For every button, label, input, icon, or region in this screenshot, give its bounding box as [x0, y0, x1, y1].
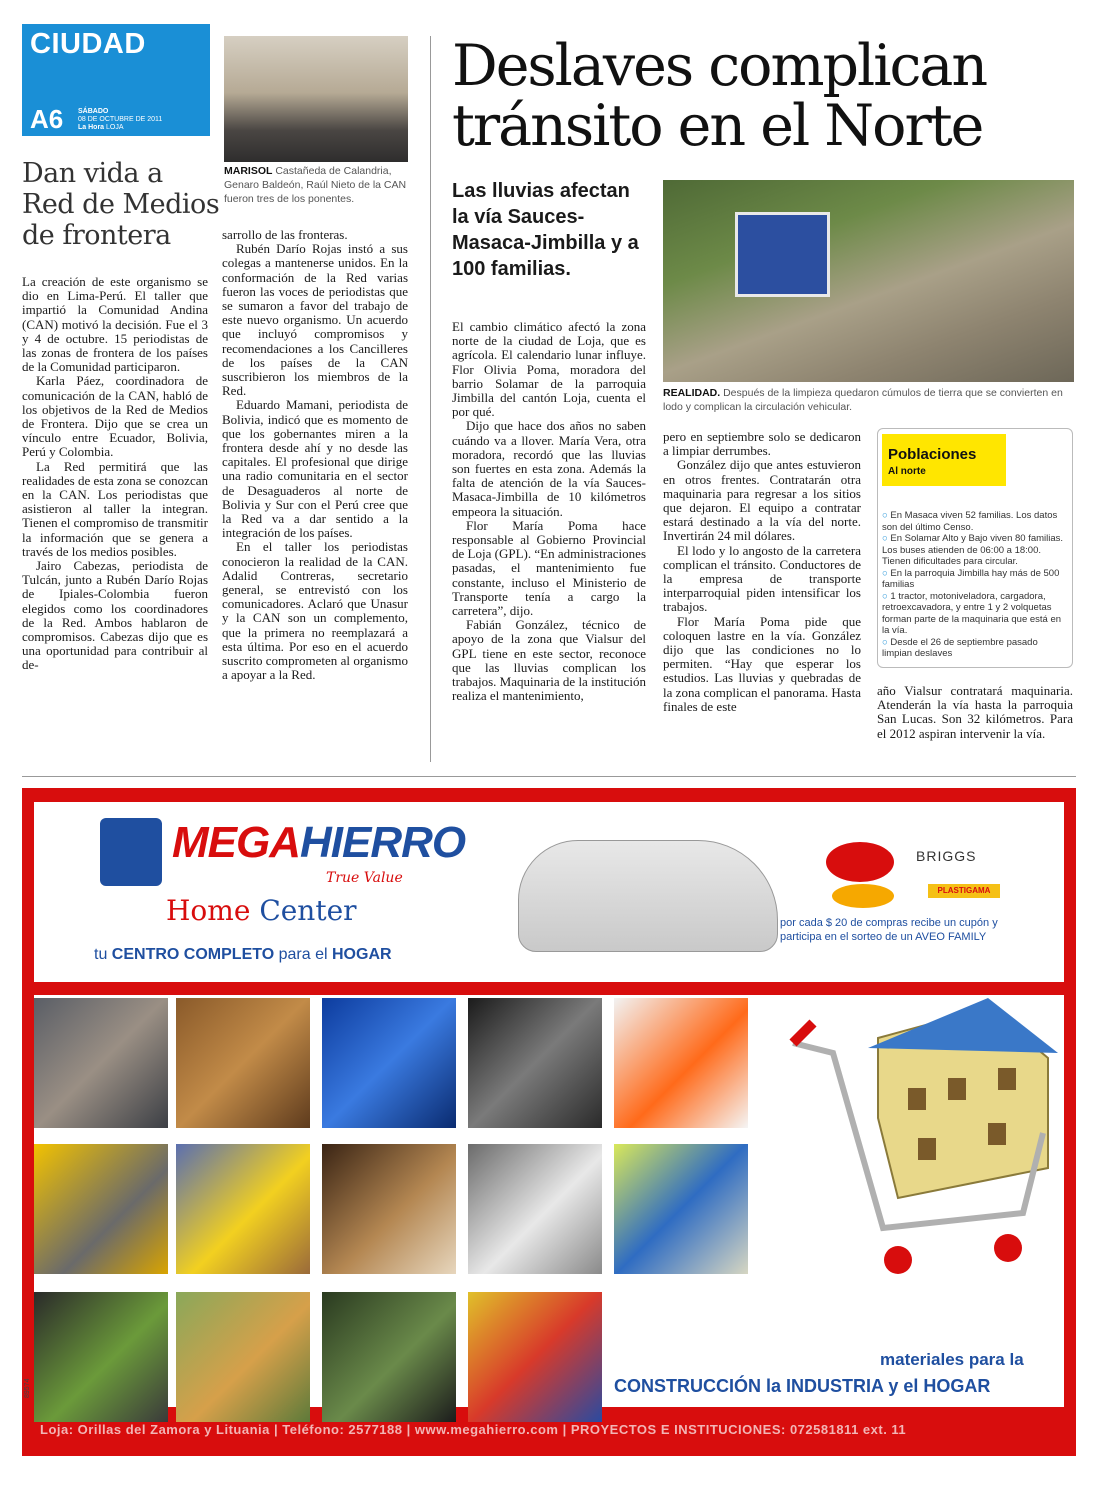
cart-icon — [788, 998, 1058, 1298]
side-story-col-2 — [222, 228, 408, 683]
product-tile-dog — [176, 1292, 310, 1422]
main-headline: Deslaves complican tránsito en el Norte — [452, 33, 987, 159]
home-word: Home — [166, 894, 251, 927]
product-tile-bathroom — [468, 1144, 602, 1274]
bullet-icon: ○ — [882, 590, 888, 602]
caption-text: Castañeda de Calandria, Genaro Baldeón, Raúl Nieto de la CAN fueron tres de los ponentes. — [224, 165, 407, 205]
bullet-icon: ○ — [882, 533, 888, 544]
product-tile-tool — [468, 998, 602, 1128]
bullet-icon: ○ — [882, 636, 888, 648]
main-story-col-1 — [452, 320, 646, 703]
product-tile-rebar — [34, 998, 168, 1128]
paragraph: Eduardo Mamani, periodista de Bolivia, indicó que es momento de que los gobernantes miren a la frontera desde ahí y no desde las capitales. El profesional que dirige una radio comunitaria en el sector de Desaguaderos al norte de Bolivia y Sur con el Perú cree que la Red va a dar sentido a la integración de los países. — [222, 397, 408, 541]
plastigama-logo: PLASTIGAMA — [928, 884, 1000, 898]
section-name: CIUDAD — [30, 28, 146, 60]
list-item: ○ Desde el 26 de septiembre pasado limpian deslaves — [882, 636, 1038, 659]
product-tile-paint — [176, 1144, 310, 1274]
side-headline: Dan vida a Red de Medios de frontera — [22, 158, 220, 251]
product-tile-kitchen — [322, 1144, 456, 1274]
paragraph: La creación de este organismo se dio en Lima-Perú. El taller que impartió la Comunidad Andina (CAN) motivó la decisión. Fue el 3 y 4 de octubre. 15 periodistas de las zonas de frontera de los países de la Comunidad participaron. — [22, 274, 208, 375]
paragraph: Fabián González, técnico de apoyo de la zona que Vialsur del GPL tiene en este sector, reconoce que las lluvias complican los trabajos. Maquinaria de la institución realiza el mantenimiento, — [452, 617, 646, 704]
main-story-col-2 — [663, 430, 861, 714]
partner-logo-red — [826, 842, 894, 882]
center-word: Center — [259, 894, 357, 927]
bullet-icon: ○ — [882, 567, 888, 579]
info-box-title: Poblaciones — [888, 446, 977, 463]
cart-house-image — [788, 998, 1058, 1298]
brand-name — [172, 818, 465, 868]
paragraph: La Red permitirá que las realidades de esta zona se conozcan en la CAN. Los periodistas que asistieron al taller la integran. Tienen el compromiso de transmitir la información que se genera a través de los medios posibles. — [22, 458, 208, 559]
paragraph: año Vialsur contratará maquinaria. Atenderán la vía hasta la parroquia San Lucas. Son 32 kilómetros. Para el 2012 aspiran intervenir la vía. — [877, 683, 1073, 741]
main-story-col-3 — [877, 684, 1073, 741]
issue-date: 08 DE OCTUBRE DE 2011 — [78, 116, 163, 123]
caption-lead: REALIDAD. — [663, 387, 721, 399]
paragraph: González dijo que antes estuvieron en otros frentes. Contratarán otra maquinaria para regresar a los sitios que dejaron. El equipo a contratar estará destinado a la vía del norte. Invertirán 24 mil dólares. — [663, 457, 861, 544]
issue-meta — [78, 108, 162, 132]
ad-tagline: tu CENTRO COMPLETO para el HOGAR — [94, 946, 392, 963]
side-story-col-1 — [22, 275, 208, 673]
paragraph: Jairo Cabezas, periodista de Tulcán, junto a Rubén Darío Rojas de Ipiales-Colombia fueron elegidos como los coordinadores de la Red. Ambos hablaron de compromisos. Cabezas dijo que es una oportunidad para contribuir al de- — [22, 558, 208, 673]
page-number: A6 — [30, 104, 64, 134]
column-rule — [430, 36, 431, 762]
ad-promo: por cada $ 20 de compras recibe un cupón y participa en el sorteo de un AVEO FAMILY — [780, 917, 998, 943]
product-tile-cable — [614, 998, 748, 1128]
briggs-logo: BRIGGS — [916, 848, 977, 864]
road-photo-caption — [663, 386, 1074, 414]
car-image — [518, 840, 778, 952]
paragraph: Flor María Poma pide que coloquen lastre en la vía. González dijo que las condiciones no lo permiten. “Hay que esperar los estudios. Las lluvias y quebradas de la zona complican el panorama. Hasta finales de este — [663, 613, 861, 714]
product-tile-toolbelt — [34, 1144, 168, 1274]
product-tile-furniture — [322, 1292, 456, 1422]
ad-separator — [22, 776, 1076, 777]
paragraph: pero en septiembre solo se dedicaron a limpiar derrumbes. — [663, 429, 861, 459]
issue-city: LOJA — [106, 124, 124, 131]
product-tile-store — [468, 1292, 602, 1422]
paragraph: Flor María Poma hace responsable al Gobierno Provincial de Loja (GPL). “En administraciones pasadas, el mantenimiento fue constante, incluso el Ministerio de Transporte tenía a cargo la carretera”, dijo. — [452, 517, 646, 619]
list-item: ○ 1 tractor, motoniveladora, cargadora, retroexcavadora, y entre 1 y 2 volquetas forman parte de la maquinaria que está en la vía. — [882, 590, 1062, 636]
sub-brand: True Value — [326, 870, 403, 886]
product-tile-pallets — [176, 998, 310, 1128]
list-item: ○ En la parroquia Jimbilla hay más de 500 familias — [882, 567, 1060, 590]
partner-logo-orange — [832, 884, 894, 908]
paragraph: Dijo que hace dos años no saben cuándo va a llover. María Vera, otra moradora, recordó que las lluvias son fuertes en esta zona. Además la falta de atención de la vía Sauces-Masaca-Jimbilla de 10 kilómetros empeora la situación. — [452, 418, 646, 519]
product-tile-garden — [34, 1292, 168, 1422]
ad-footer: Loja: Orillas del Zamora y Lituania | Teléfono: 2577188 | www.megahierro.com | PROYECTOS E INSTITUCIONES: 072581811 ext. 11 — [40, 1422, 907, 1437]
paragraph: El cambio climático afectó la zona norte de la ciudad de Loja, que es agrícola. El calendario lunar influye. Flor Olivia Poma, moradora del barrio Solamar de la parroquia Jimbilla del cantón Loja, cuenta el por qué. — [452, 319, 646, 420]
ad-slogan-line-2: CONSTRUCCIÓN la INDUSTRIA y el HOGAR — [614, 1376, 991, 1396]
truck-in-photo — [735, 212, 830, 297]
brand-part-2: HIERRO — [300, 818, 466, 867]
paragraph: sarrollo de las fronteras. — [222, 227, 348, 242]
main-deck: Las lluvias afectan la vía Sauces-Masaca-Jimbilla y a 100 familias. — [452, 180, 639, 280]
ad-code: 89574 — [24, 1378, 31, 1398]
product-tile-motor — [322, 998, 456, 1128]
caption-lead: MARISOL — [224, 165, 273, 177]
team-photo-caption — [224, 164, 408, 206]
home-center — [166, 894, 357, 927]
paragraph: El lodo y lo angosto de la carretera complican el tránsito. Conductores de la empresa de transporte interparroquial piden intensificar los trabajos. — [663, 542, 861, 615]
ad-slogan-line-1: materiales para la — [880, 1350, 1024, 1369]
info-box-list — [882, 510, 1068, 660]
issue-day: SÁBADO — [78, 108, 109, 115]
team-photo — [224, 36, 408, 162]
info-box-subtitle: Al norte — [888, 466, 926, 477]
bullet-icon: ○ — [882, 510, 888, 521]
list-item: ○ En Solamar Alto y Bajo viven 80 familias. Los buses atienden de 06:00 a 18:00. Tienen dificultades para circular. — [882, 533, 1064, 567]
brand-part-1: MEGA — [172, 818, 300, 867]
megahierro-logo-icon — [100, 818, 162, 886]
paragraph: En el taller los periodistas conocieron la realidad de la CAN. Adalid Contreras, secretario general, se entrevistó con los comunicadores. Aclaró que Unasur y la CAN son un complemento, que la primera no reemplazará a esta última. Por eso en el acuerdo suscrito comprometen al organismo a apoyar a la Red. — [222, 539, 408, 683]
paper-name: La Hora — [78, 124, 105, 131]
caption-text: Después de la limpieza quedaron cúmulos de tierra que se convierten en lodo y complican la circulación vehicular. — [663, 387, 1063, 413]
product-tile-painting — [614, 1144, 748, 1274]
paragraph: Karla Páez, coordinadora de comunicación de la CAN, habló de los objetivos de la Red de Medios de Frontera. Dijo que se crea un vínculo entre Ecuador, Bolivia, Perú y Colombia. — [22, 373, 208, 460]
road-photo — [663, 180, 1074, 382]
paragraph: Rubén Darío Rojas instó a sus colegas a mantenerse unidos. En la conformación de la Red varias fueron las voces de periodistas que se sumaron a favor del trabajo de este nuevo organismo. Un acuerdo que incluyó compromisos y recomendaciones a los Cancilleres de los países de la CAN suscribieron los miembros de la Red. — [222, 241, 408, 399]
list-item: ○ En Masaca viven 52 familias. Los datos son del último Censo. — [882, 510, 1058, 533]
